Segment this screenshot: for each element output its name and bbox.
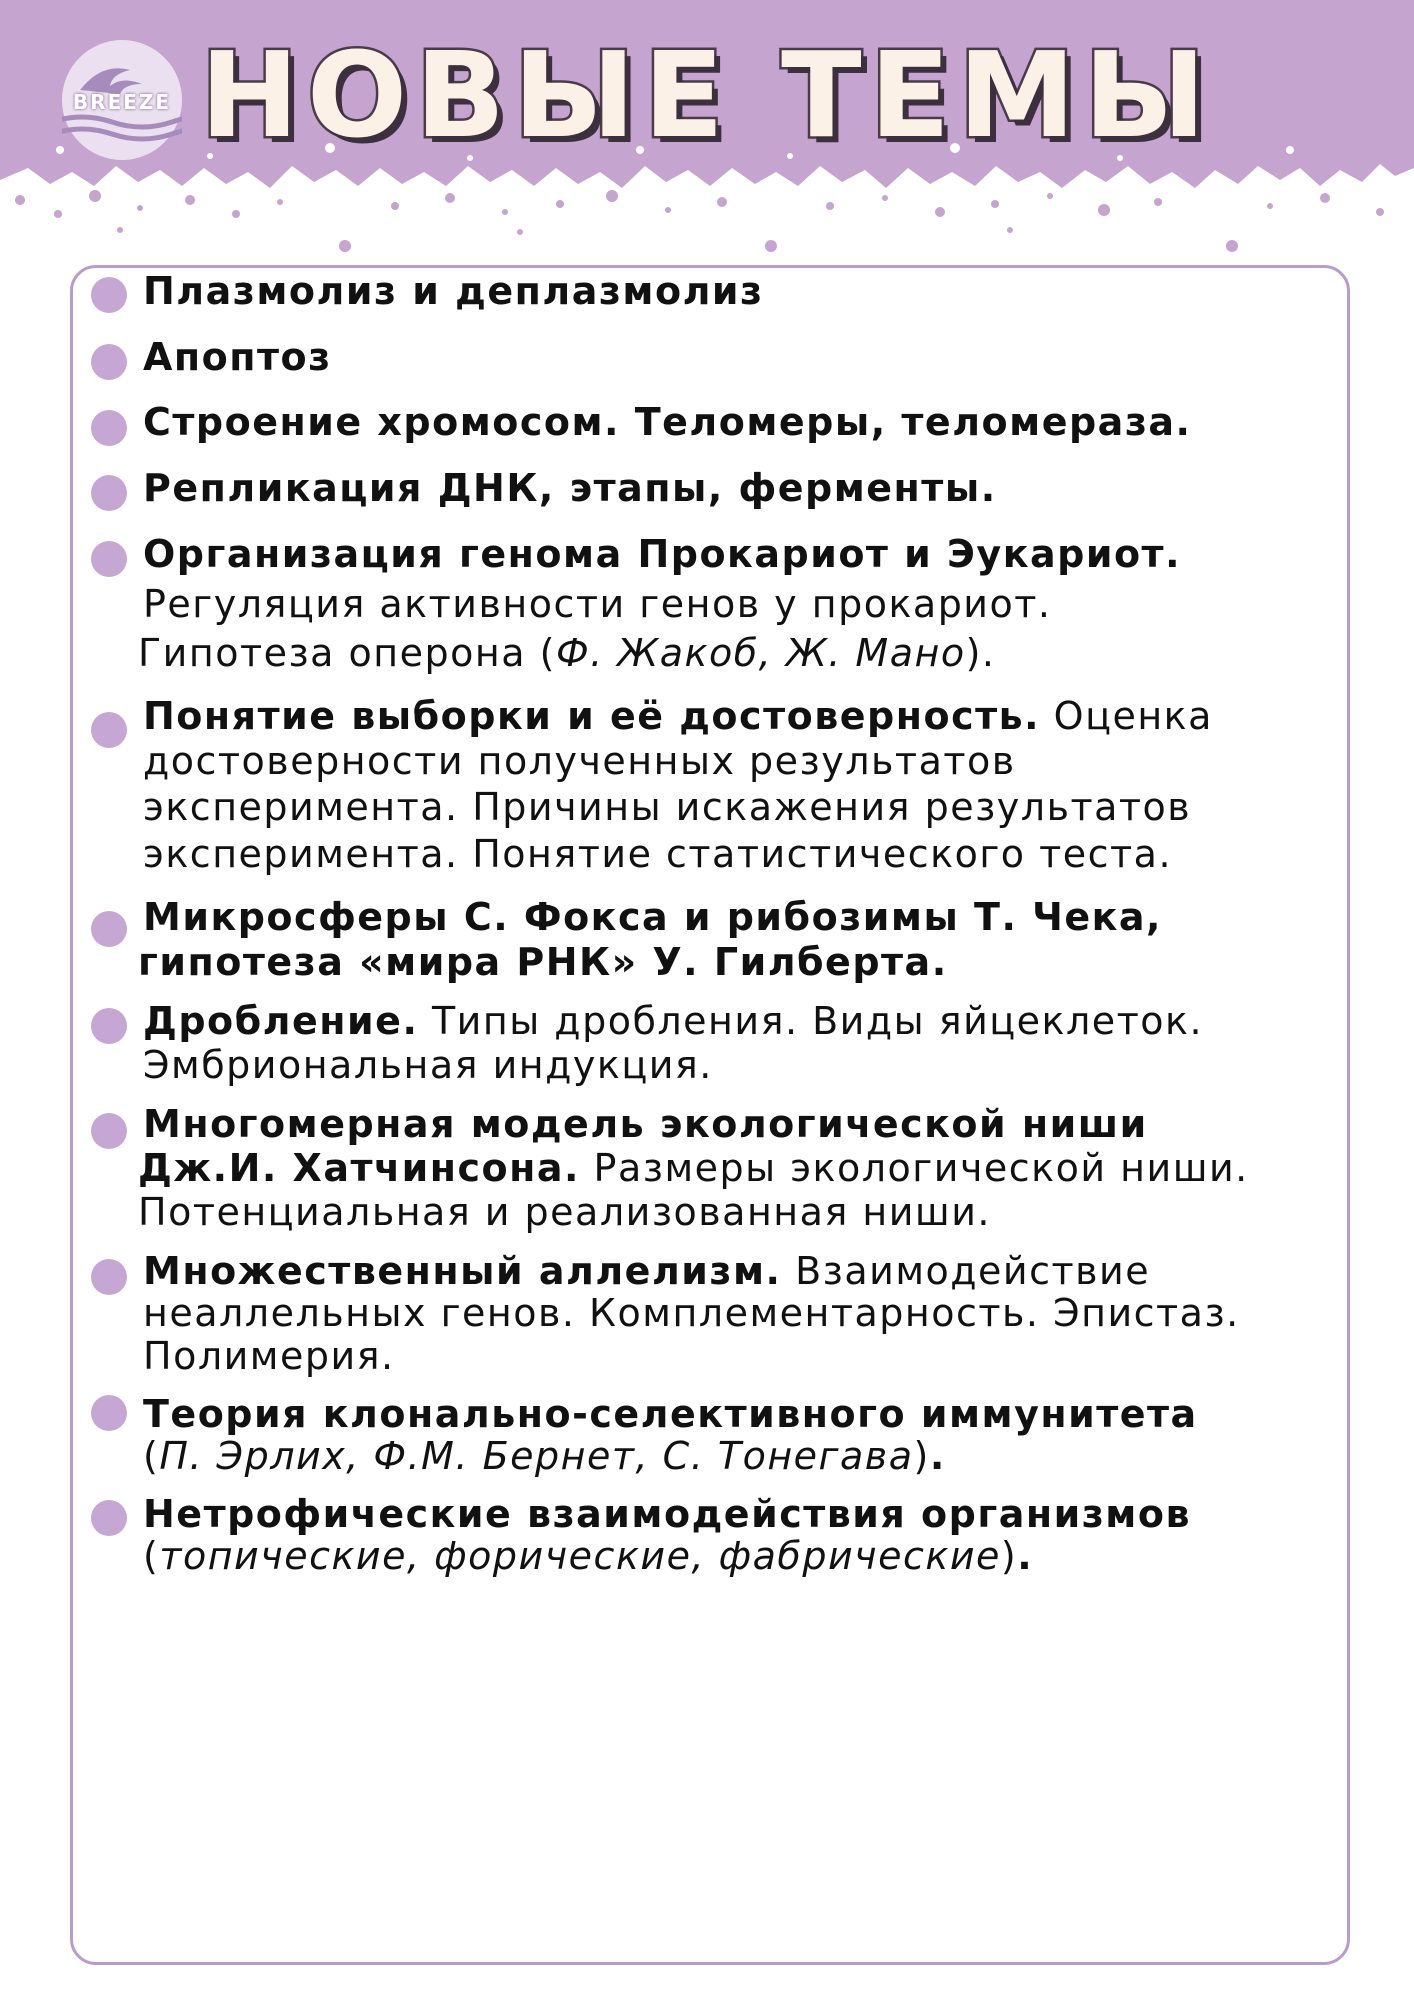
topic-line: [143, 998, 1203, 1044]
topic-line: [143, 1101, 1148, 1147]
topic-heading-text: гипотеза «мира РНК» У. Гилберта.: [138, 940, 948, 984]
topic-line: [143, 465, 997, 511]
bullet-dot-icon: [91, 1008, 127, 1044]
bullet-dot-icon: [91, 1259, 127, 1295]
topic-line: [143, 831, 1172, 877]
topic-line: [143, 894, 1162, 940]
topic-heading-text: Репликация ДНК, этапы, ферменты.: [143, 466, 997, 510]
topic-heading-text: Апоптоз: [143, 335, 332, 379]
topic-text: неаллельных генов. Комплементарность. Эпистаз.: [143, 1291, 1240, 1335]
topic-line: [143, 693, 1213, 739]
topic-text: эксперимента. Причины искажения результатов: [143, 785, 1192, 829]
topic-heading-text: Дробление.: [143, 999, 419, 1043]
topic-text: эксперимента. Понятие статистического теста.: [143, 832, 1173, 876]
bullet-dot-icon: [91, 344, 127, 380]
topic-heading-text: .: [1017, 1534, 1034, 1578]
bullet-dot-icon: [91, 1395, 127, 1431]
topic-text: ): [1000, 1534, 1018, 1578]
page-title: НОВЫЕ ТЕМЫ: [200, 26, 1214, 164]
topic-text: Взаимодействие: [781, 1249, 1151, 1293]
topic-text: (: [143, 1434, 160, 1478]
topic-line: [143, 399, 1191, 445]
topic-heading-text: Дж.И. Хатчинсона.: [138, 1146, 580, 1190]
topic-line: [138, 1145, 1249, 1191]
topic-line: [143, 1042, 713, 1088]
topic-text: ).: [965, 631, 996, 675]
topic-italic-text: топические, форические, фабрические: [159, 1534, 1001, 1578]
topic-text: Эмбриональная индукция.: [143, 1043, 713, 1087]
topic-line: [143, 581, 1051, 627]
topic-text: ): [913, 1434, 930, 1478]
topic-line: [138, 939, 948, 985]
topics-panel: [70, 265, 1350, 1965]
topic-line: [143, 738, 1016, 784]
bullet-dot-icon: [91, 712, 127, 748]
topic-line: [143, 1533, 1033, 1579]
topic-line: [143, 1248, 1150, 1294]
topic-line: [143, 1333, 395, 1379]
bullet-dot-icon: [91, 1500, 127, 1536]
topic-heading-text: Строение хромосом. Теломеры, теломераза.: [143, 400, 1192, 444]
topic-text: Потенциальная и реализованная ниши.: [138, 1190, 991, 1234]
topic-line: [143, 1491, 1191, 1537]
topic-heading-text: Понятие выборки и её достоверность.: [143, 694, 1041, 738]
topic-heading-text: Микросферы С. Фокса и рибозимы Т. Чека,: [143, 895, 1162, 939]
topic-line: [138, 630, 995, 676]
bullet-dot-icon: [91, 1113, 127, 1149]
topic-text: Регуляция активности генов у прокариот.: [143, 582, 1052, 626]
topic-line: [143, 268, 764, 314]
topic-heading-text: Многомерная модель экологической ниши: [143, 1102, 1148, 1146]
topic-text: Размеры экологической ниши.: [579, 1146, 1249, 1190]
bullet-dot-icon: [91, 541, 127, 577]
header-band: [0, 0, 1414, 255]
topic-text: Типы дробления. Виды яйцеклеток.: [418, 999, 1204, 1043]
topic-heading-text: Нетрофические взаимодействия организмов: [143, 1492, 1192, 1536]
bullet-dot-icon: [91, 410, 127, 446]
topic-heading-text: .: [929, 1434, 946, 1478]
topic-line: [143, 1433, 946, 1479]
topic-line: [143, 334, 332, 380]
topic-heading-text: Организация генома Прокариот и Эукариот.: [143, 532, 1182, 576]
topic-line: [143, 1290, 1240, 1336]
topic-line: [143, 1391, 1198, 1437]
topic-line: [138, 1189, 991, 1235]
bullet-dot-icon: [91, 911, 127, 947]
topic-heading-text: Теория клонально-селективного иммунитета: [143, 1392, 1198, 1436]
topic-text: Гипотеза оперона (: [138, 631, 556, 675]
topic-heading-text: Множественный аллелизм.: [143, 1249, 782, 1293]
topic-line: [143, 784, 1191, 830]
logo-text: BREEZE: [72, 90, 172, 114]
bullet-dot-icon: [91, 475, 127, 511]
bullet-dot-icon: [91, 277, 127, 313]
topic-text: Полимерия.: [143, 1334, 395, 1378]
topic-italic-text: Ф. Жакоб, Ж. Мано: [555, 631, 966, 675]
topic-text: достоверности полученных результатов: [143, 739, 1016, 783]
topic-text: (: [143, 1534, 160, 1578]
topic-text: Оценка: [1040, 694, 1213, 738]
topic-line: [143, 531, 1181, 577]
topic-italic-text: П. Эрлих, Ф.М. Бернет, С. Тонегава: [159, 1434, 914, 1478]
topic-heading-text: Плазмолиз и деплазмолиз: [143, 269, 764, 313]
